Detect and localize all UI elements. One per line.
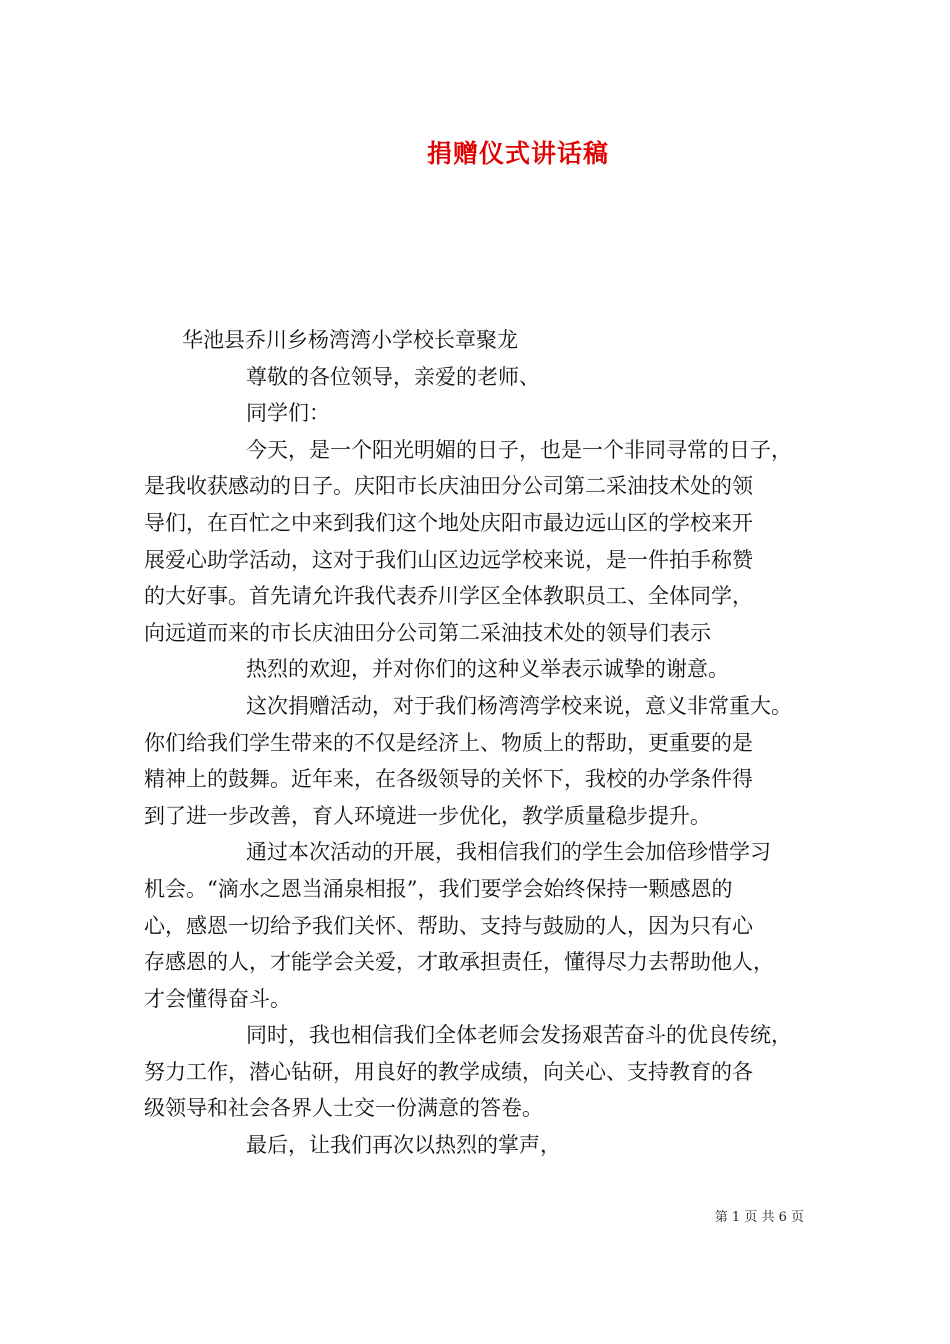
document-body (144, 322, 824, 1164)
paragraph-line: 今天，是一个阳光明媚的日子，也是一个非同寻常的日子， (246, 437, 792, 462)
document-title: 捐赠仪式讲话稿 (426, 139, 609, 168)
paragraph-line: 热烈的欢迎，并对你们的这种义举表示诚挚的谢意。 (246, 657, 729, 682)
paragraph-line: 向远道而来的市长庆油田分公司第二采油技术处的领导们表示 (144, 620, 711, 645)
paragraph-line: 精神上的鼓舞。近年来，在各级领导的关怀下，我校的办学条件得 (144, 767, 753, 792)
salutation-line: 尊敬的各位领导，亲爱的老师、 (246, 364, 540, 389)
paragraph-line: 心，感恩一切给予我们关怀、帮助、支持与鼓励的人，因为只有心 (144, 913, 753, 938)
paragraph-line: 导们，在百忙之中来到我们这个地处庆阳市最边远山区的学校来开 (144, 510, 753, 535)
paragraph-line: 级领导和社会各界人士交一份满意的答卷。 (144, 1096, 543, 1121)
paragraph-line: 展爱心助学活动，这对于我们山区边远学校来说，是一件拍手称赞 (144, 547, 753, 572)
page-number-footer: 第 1 页 共 6 页 (714, 1210, 804, 1225)
paragraph-line: 最后，让我们再次以热烈的掌声， (246, 1133, 561, 1158)
paragraph-line: 这次捐赠活动，对于我们杨湾湾学校来说，意义非常重大。 (246, 693, 792, 718)
salutation-line: 同学们： (246, 401, 330, 426)
paragraph-line: 你们给我们学生带来的不仅是经济上、物质上的帮助，更重要的是 (144, 730, 753, 755)
paragraph-line: 通过本次活动的开展，我相信我们的学生会加倍珍惜学习 (246, 840, 771, 865)
author-line: 华池县乔川乡杨湾湾小学校长章聚龙 (182, 328, 518, 352)
paragraph-line: 同时，我也相信我们全体老师会发扬艰苦奋斗的优良传统， (246, 1023, 792, 1048)
paragraph-line: 机会。“滴水之恩当涌泉相报”，我们要学会始终保持一颗感恩的 (144, 876, 733, 901)
paragraph-line: 的大好事。首先请允许我代表乔川学区全体教职员工、全体同学， (144, 584, 753, 609)
paragraph-line: 才会懂得奋斗。 (144, 986, 291, 1011)
paragraph-line: 努力工作，潜心钻研，用良好的教学成绩，向关心、支持教育的各 (144, 1059, 753, 1084)
paragraph-line: 存感恩的人，才能学会关爱，才敢承担责任，懂得尽力去帮助他人， (144, 950, 774, 975)
paragraph-line: 到了进一步改善，育人环境进一步优化，教学质量稳步提升。 (144, 803, 711, 828)
paragraph-line: 是我收获感动的日子。庆阳市长庆油田分公司第二采油技术处的领 (144, 474, 753, 499)
